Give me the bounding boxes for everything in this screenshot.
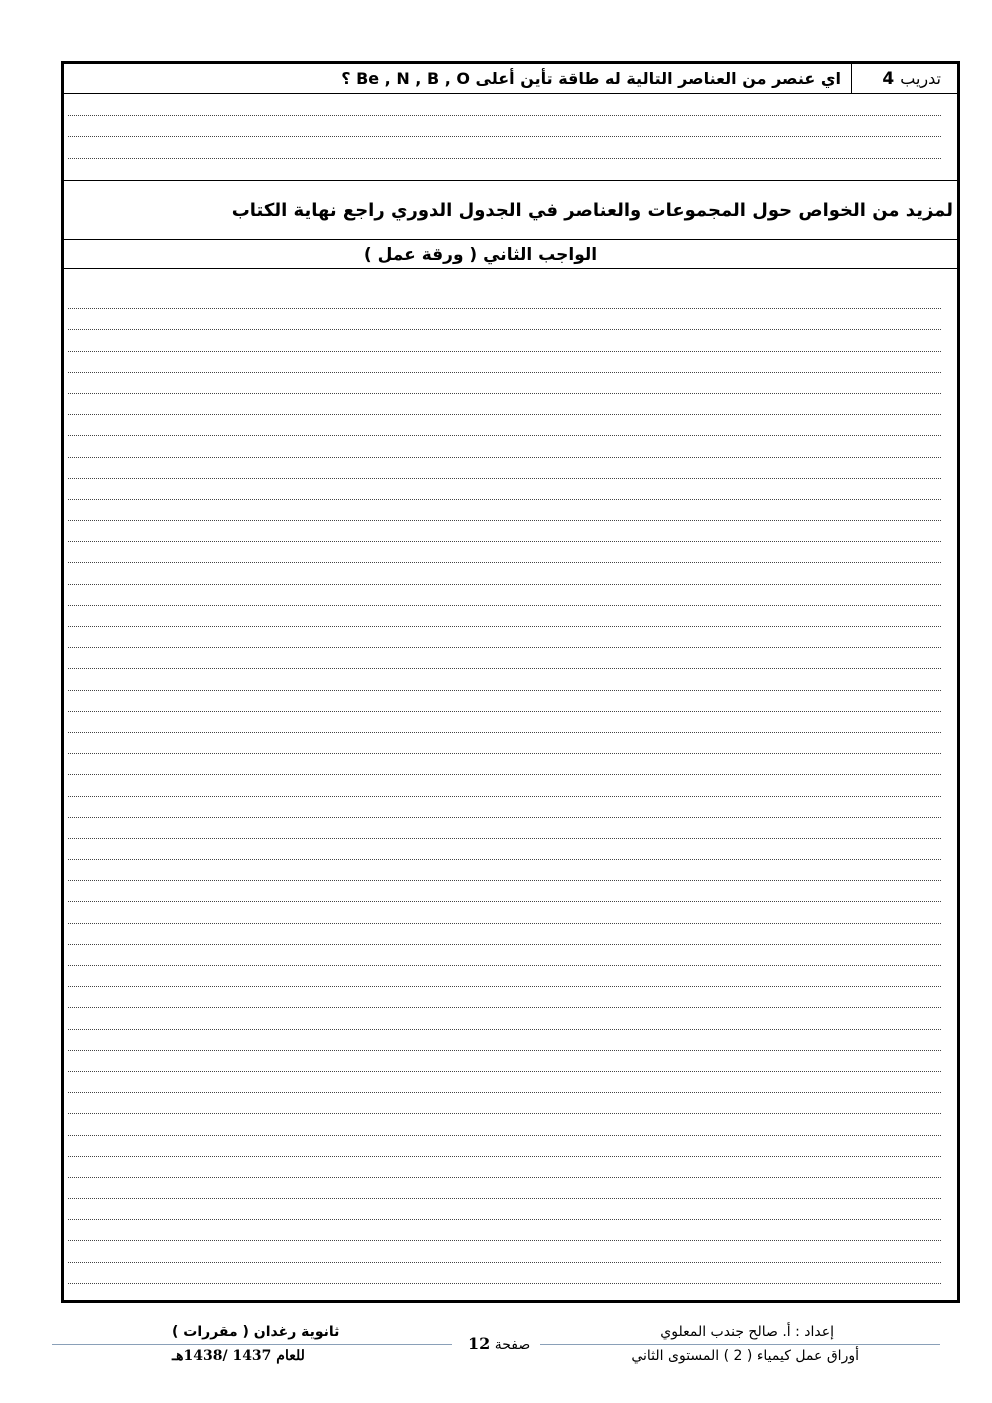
homework-line[interactable] [68,818,941,839]
homework-line[interactable] [68,797,941,818]
homework-line[interactable] [68,1220,941,1241]
homework-line[interactable] [68,500,941,521]
homework-line[interactable] [68,924,941,945]
homework-line[interactable] [68,1178,941,1199]
homework-line[interactable] [68,1072,941,1093]
homework-lines[interactable] [68,288,941,1284]
homework-line[interactable] [68,902,941,923]
homework-line[interactable] [68,648,941,669]
homework-line[interactable] [68,1241,941,1262]
homework-line[interactable] [68,775,941,796]
footer-year: للعام 1437 /1438هـ [172,1348,305,1364]
footer-page-number: 12 [468,1334,491,1353]
answer-lines[interactable] [68,94,941,159]
homework-line[interactable] [68,1157,941,1178]
homework-line[interactable] [68,754,941,775]
homework-line[interactable] [68,1030,941,1051]
homework-line[interactable] [68,1114,941,1135]
homework-line[interactable] [68,669,941,690]
footer-school: ثانوية رغدان ( مقررات ) [172,1324,340,1340]
exercise-label [851,64,957,93]
homework-line[interactable] [68,309,941,330]
exercise-label-text: تدريب [900,69,941,88]
homework-line[interactable] [68,945,941,966]
homework-line[interactable] [68,1008,941,1029]
footer-page [468,1334,530,1353]
homework-line[interactable] [68,288,941,309]
homework-line[interactable] [68,691,941,712]
footer-doc-title: أوراق عمل كيمياء ( 2 ) المستوى الثاني [631,1348,859,1364]
homework-line[interactable] [68,394,941,415]
exercise-row [64,64,957,94]
homework-line[interactable] [68,521,941,542]
footer-page-label: صفحة [494,1337,531,1353]
page-footer [0,1318,992,1378]
homework-line[interactable] [68,881,941,902]
homework-line[interactable] [68,860,941,881]
homework-line[interactable] [68,330,941,351]
homework-line[interactable] [68,436,941,457]
homework-line[interactable] [68,987,941,1008]
exercise-number: 4 [882,68,895,89]
homework-line[interactable] [68,373,941,394]
homework-line[interactable] [68,1263,941,1284]
homework-line[interactable] [68,458,941,479]
answer-line[interactable] [68,94,941,116]
homework-line[interactable] [68,1136,941,1157]
homework-line[interactable] [68,966,941,987]
homework-line[interactable] [68,563,941,584]
homework-title: الواجب الثاني ( ورقة عمل ) [64,241,957,269]
homework-line[interactable] [68,542,941,563]
homework-line[interactable] [68,585,941,606]
footer-author: إعداد : أ. صالح جندب المعلوي [660,1324,834,1340]
answer-line[interactable] [68,137,941,159]
homework-line[interactable] [68,1051,941,1072]
homework-line[interactable] [68,839,941,860]
answer-line[interactable] [68,116,941,138]
homework-line[interactable] [68,415,941,436]
exercise-question: اي عنصر من العناصر التالية له طاقة تأين أعلى Be , N , B , O ؟ [341,69,841,88]
homework-line[interactable] [68,1199,941,1220]
homework-line[interactable] [68,627,941,648]
homework-line[interactable] [68,606,941,627]
homework-line[interactable] [68,712,941,733]
footer-rule-right [540,1344,940,1345]
homework-line[interactable] [68,1093,941,1114]
homework-line[interactable] [68,352,941,373]
homework-line[interactable] [68,479,941,500]
worksheet-frame [61,61,960,1303]
periodic-table-note: لمزيد من الخواص حول المجموعات والعناصر في الجدول الدوري راجع نهاية الكتاب [64,181,957,240]
footer-rule-left [52,1344,452,1345]
homework-line[interactable] [68,733,941,754]
